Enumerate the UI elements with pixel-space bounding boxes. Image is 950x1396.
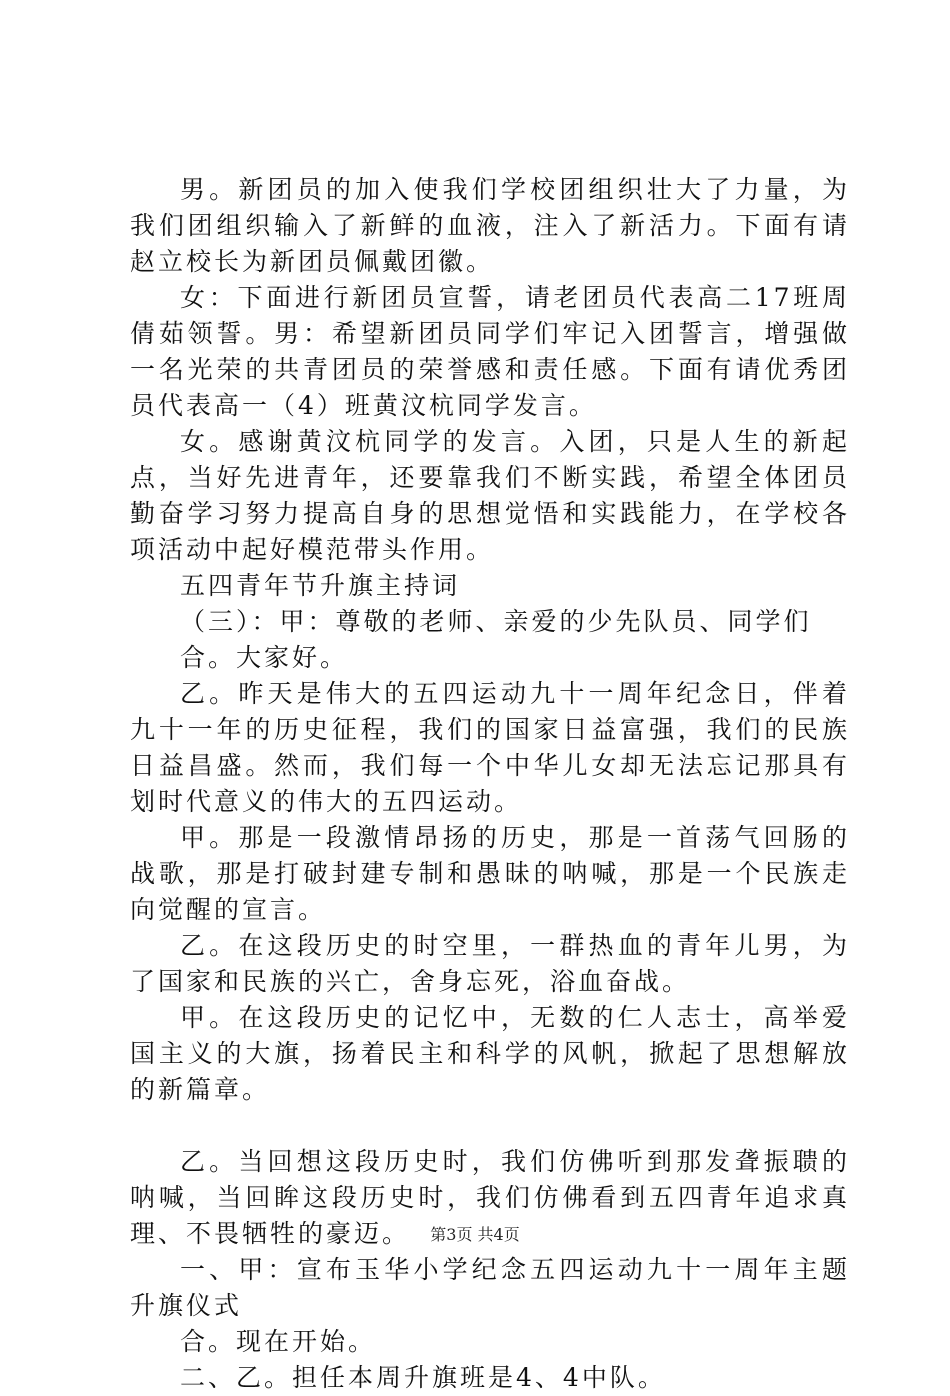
blank-line <box>130 1108 850 1144</box>
page-footer <box>0 1222 950 1245</box>
paragraph-9: 甲。在这段历史的记忆中，无数的仁人志士，高举爱国主义的大旗，扬着民主和科学的风帆，掀起了思想解放的新篇章。 <box>130 1003 850 1104</box>
paragraph-11: 一、甲：宣布玉华小学纪念五四运动九十一周年主题升旗仪式 <box>130 1255 850 1320</box>
paragraph-10: 乙。当回想这段历史时，我们仿佛听到那发聋振聩的呐喊，当回眸这段历史时，我们仿佛看到五四青年追求真理、不畏牺牲的豪迈。 <box>130 1147 850 1248</box>
paragraph-12: 合。现在开始。 <box>180 1327 377 1356</box>
paragraph-4: （三）：甲：尊敬的老师、亲爱的少先队员、同学们 <box>180 607 812 636</box>
paragraph-1: 男。新团员的加入使我们学校团组织壮大了力量，为我们团组织输入了新鲜的血液，注入了新活力。下面有请赵立校长为新团员佩戴团徽。 <box>130 175 850 276</box>
paragraph-6: 乙。昨天是伟大的五四运动九十一周年纪念日，伴着九十一年的历史征程，我们的国家日益富强，我们的民族日益昌盛。然而，我们每一个中华儿女却无法忘记那具有划时代意义的伟大的五四运动。 <box>130 679 850 816</box>
section-title: 五四青年节升旗主持词 <box>180 571 461 600</box>
paragraph-7: 甲。那是一段激情昂扬的历史，那是一首荡气回肠的战歌，那是打破封建专制和愚昧的呐喊，那是一个民族走向觉醒的宣言。 <box>130 823 850 924</box>
paragraph-5: 合。大家好。 <box>180 643 349 672</box>
document-body <box>130 172 850 1396</box>
page-number-label: 第3页 共4页 <box>430 1225 520 1244</box>
paragraph-8: 乙。在这段历史的时空里，一群热血的青年儿男，为了国家和民族的兴亡，舍身忘死，浴血奋战。 <box>130 931 850 996</box>
paragraph-2: 女：下面进行新团员宣誓，请老团员代表高二17班周倩茹领誓。男：希望新团员同学们牢记入团誓言，增强做一名光荣的共青团员的荣誉感和责任感。下面有请优秀团员代表高一（4）班黄汶杭同学发言。 <box>130 283 850 420</box>
paragraph-3: 女。感谢黄汶杭同学的发言。入团，只是人生的新起点，当好先进青年，还要靠我们不断实践，希望全体团员勤奋学习努力提高自身的思想觉悟和实践能力，在学校各项活动中起好模范带头作用。 <box>130 427 850 564</box>
paragraph-13: 二、乙。担任本周升旗班是4、4中队。 <box>180 1363 666 1392</box>
